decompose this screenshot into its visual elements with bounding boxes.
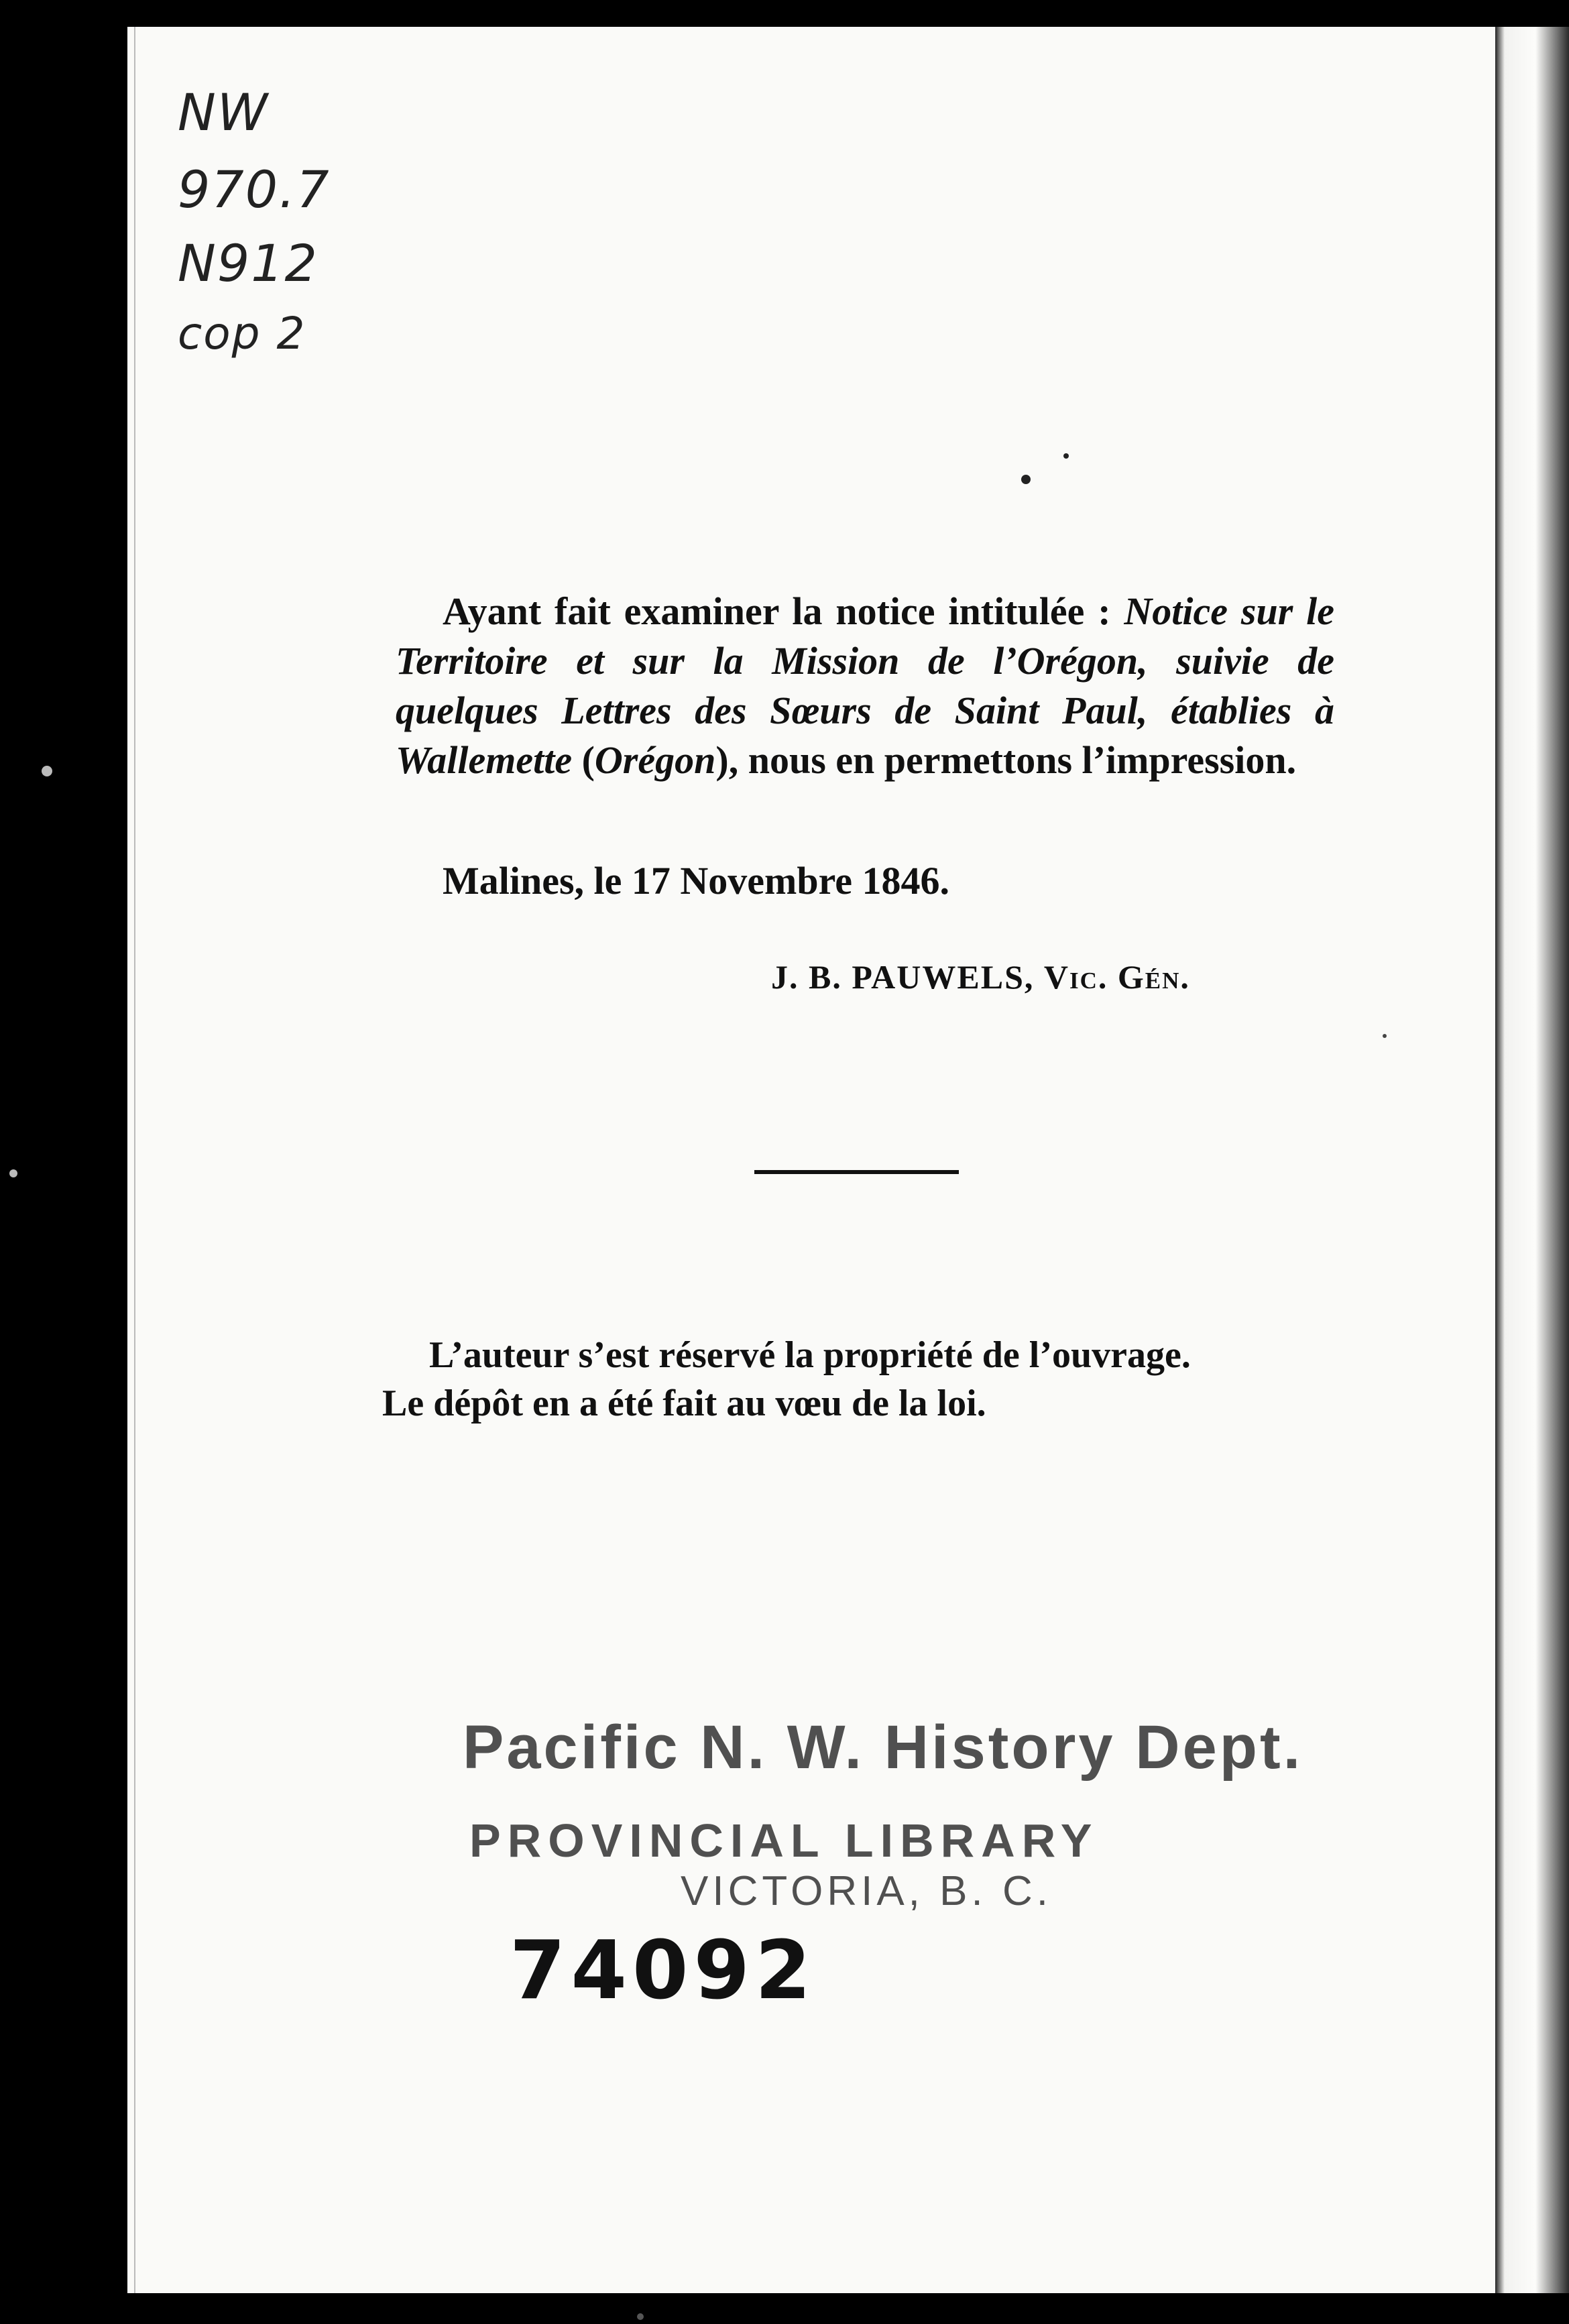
section-divider (754, 1170, 959, 1174)
imprimatur-permission: ), nous en permettons l’impression. (715, 738, 1297, 782)
imprimatur-paragraph (396, 587, 1334, 785)
call-number-line-3: N912 (178, 233, 318, 293)
accession-number: 74092 (510, 1924, 817, 2018)
imprimatur-intro: Ayant fait examiner la notice intitulée : (443, 589, 1124, 633)
work-title: Notice sur le Territoire et sur la Mission de l’Orégon, suivie de quelques Lettres des Sœurs de Saint Paul, établies à Wallemette (396, 589, 1334, 782)
call-number-line-2: 970.7 (178, 160, 331, 219)
copyright-line-1: L’auteur s’est réservé la propriété de l’ouvrage. (429, 1334, 1191, 1376)
library-stamp-line-1: Pacific N. W. History Dept. (463, 1713, 1303, 1782)
copyright-notice (382, 1331, 1334, 1428)
signatory-title: Vic. Gén. (1043, 958, 1190, 996)
signatory-name: J. B. PAUWELS, (771, 958, 1044, 996)
copyright-line-2: Le dépôt en a été fait au vœu de la loi. (382, 1383, 986, 1424)
library-stamp-line-3: VICTORIA, B. C. (681, 1868, 1052, 1914)
copy-number: cop 2 (178, 308, 306, 359)
library-stamp-line-2: PROVINCIAL LIBRARY (469, 1814, 1099, 1867)
call-number-line-1: NW (178, 82, 269, 142)
dateline: Malines, le 17 Novembre 1846. (443, 859, 950, 903)
paren-open: ( (572, 738, 595, 782)
signature (771, 957, 1190, 996)
work-title-place: Orégon (594, 738, 716, 782)
